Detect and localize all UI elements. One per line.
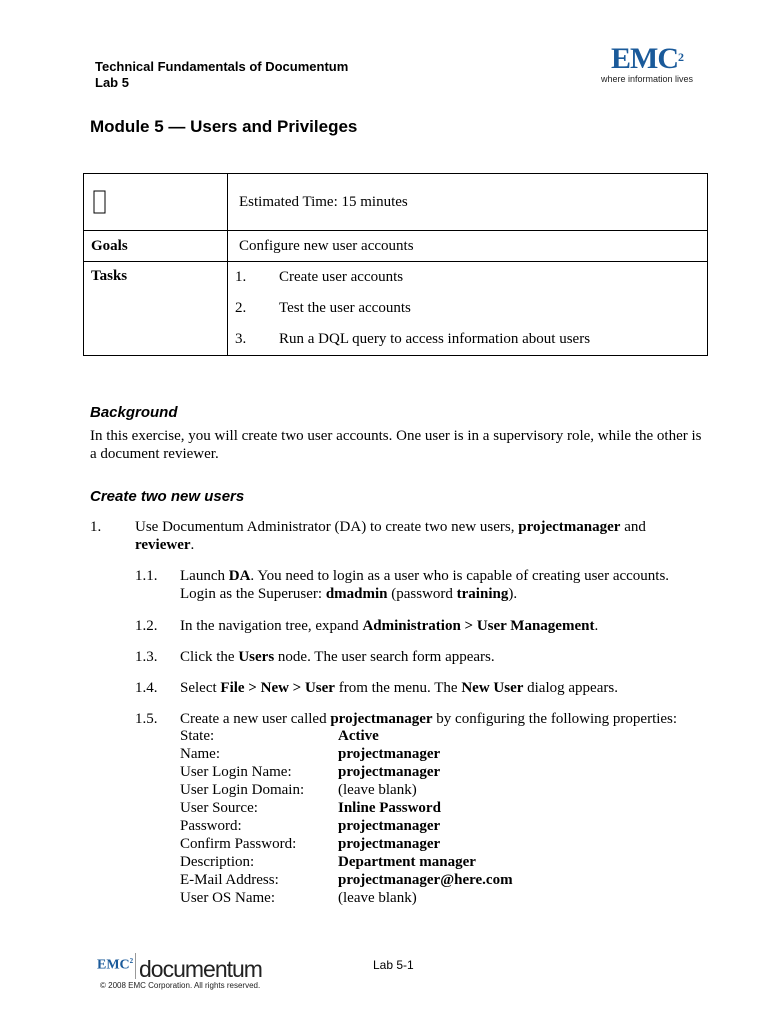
create-users-heading: Create two new users — [90, 488, 245, 505]
substep-1-5-text: Create a new user called projectmanager by configuring the following properties: — [180, 711, 678, 727]
properties-list — [180, 727, 513, 907]
goals-label: Goals — [84, 231, 228, 262]
emc-logo-tagline: where information lives — [600, 74, 694, 84]
footer-emc-mark: EMC$^2$ — [97, 957, 134, 973]
tasks-label: Tasks — [84, 262, 228, 356]
substep-1-4-text: Select File > New > User from the menu. The New User dialog appears. — [180, 680, 618, 696]
substep-number: 1.1. — [135, 568, 158, 584]
estimated-time: Estimated Time: 15 minutes — [228, 174, 708, 231]
substep-number: 1.4. — [135, 680, 158, 696]
emc-logo-wordmark: EMC$^2$ — [611, 42, 683, 75]
substep-number: 1.5. — [135, 711, 158, 727]
footer-logo-divider — [135, 953, 136, 979]
substep-1-2-text: In the navigation tree, expand Administration > User Management. — [180, 618, 599, 634]
course-title: Technical Fundamentals of Documentum — [95, 59, 349, 74]
property-row: User Login Name: projectmanager — [180, 764, 441, 780]
property-row: Confirm Password: projectmanager — [180, 836, 441, 852]
lab-label: Lab 5 — [95, 75, 129, 90]
background-text: In this exercise, you will create two user accounts. One user is in a supervisory role, while the other is a document reviewer. — [90, 428, 702, 462]
step-1-number: 1. — [90, 519, 102, 535]
substep-number: 1.2. — [135, 618, 158, 634]
tasks-cell — [228, 262, 708, 356]
substep-1-3-text: Click the Users node. The user search form appears. — [180, 649, 495, 665]
property-row: E-Mail Address: projectmanager@here.com — [180, 872, 513, 888]
property-row: Password: projectmanager — [180, 818, 441, 834]
substep-1-1-text: Launch DA. You need to login as a user who is capable of creating user accounts. Login as the Superuser: dmadmin (password training). — [180, 568, 670, 602]
clock-cell — [84, 174, 228, 231]
page-title: Module 5 — Users and Privileges — [90, 117, 358, 136]
property-row: User OS Name: (leave blank) — [180, 890, 417, 906]
task-list — [235, 262, 707, 355]
copyright: © 2008 EMC Corporation. All rights reserved. — [100, 981, 261, 990]
step-1-text: Use Documentum Administrator (DA) to create two new users, projectmanager and reviewer. — [135, 519, 646, 553]
page-number: Lab 5-1 — [373, 958, 414, 972]
emc-logo — [592, 44, 702, 84]
list-item: 3. Run a DQL query to access information about users — [235, 331, 591, 347]
list-item: 2. Test the user accounts — [235, 300, 411, 316]
goals-value: Configure new user accounts — [228, 231, 708, 262]
property-row: User Source: Inline Password — [180, 800, 441, 816]
header-course-info — [95, 59, 348, 91]
list-item: 1. Create user accounts — [235, 269, 404, 285]
substep-number: 1.3. — [135, 649, 158, 665]
lab-info-table — [83, 173, 708, 356]
background-heading: Background — [90, 404, 178, 421]
property-row: Description: Department manager — [180, 854, 476, 870]
footer-product-name: documentum — [139, 956, 262, 982]
property-row: Name: projectmanager — [180, 746, 441, 762]
property-row: State: Active — [180, 728, 379, 744]
property-row: User Login Domain: (leave blank) — [180, 782, 417, 798]
clock-icon — [93, 190, 107, 214]
